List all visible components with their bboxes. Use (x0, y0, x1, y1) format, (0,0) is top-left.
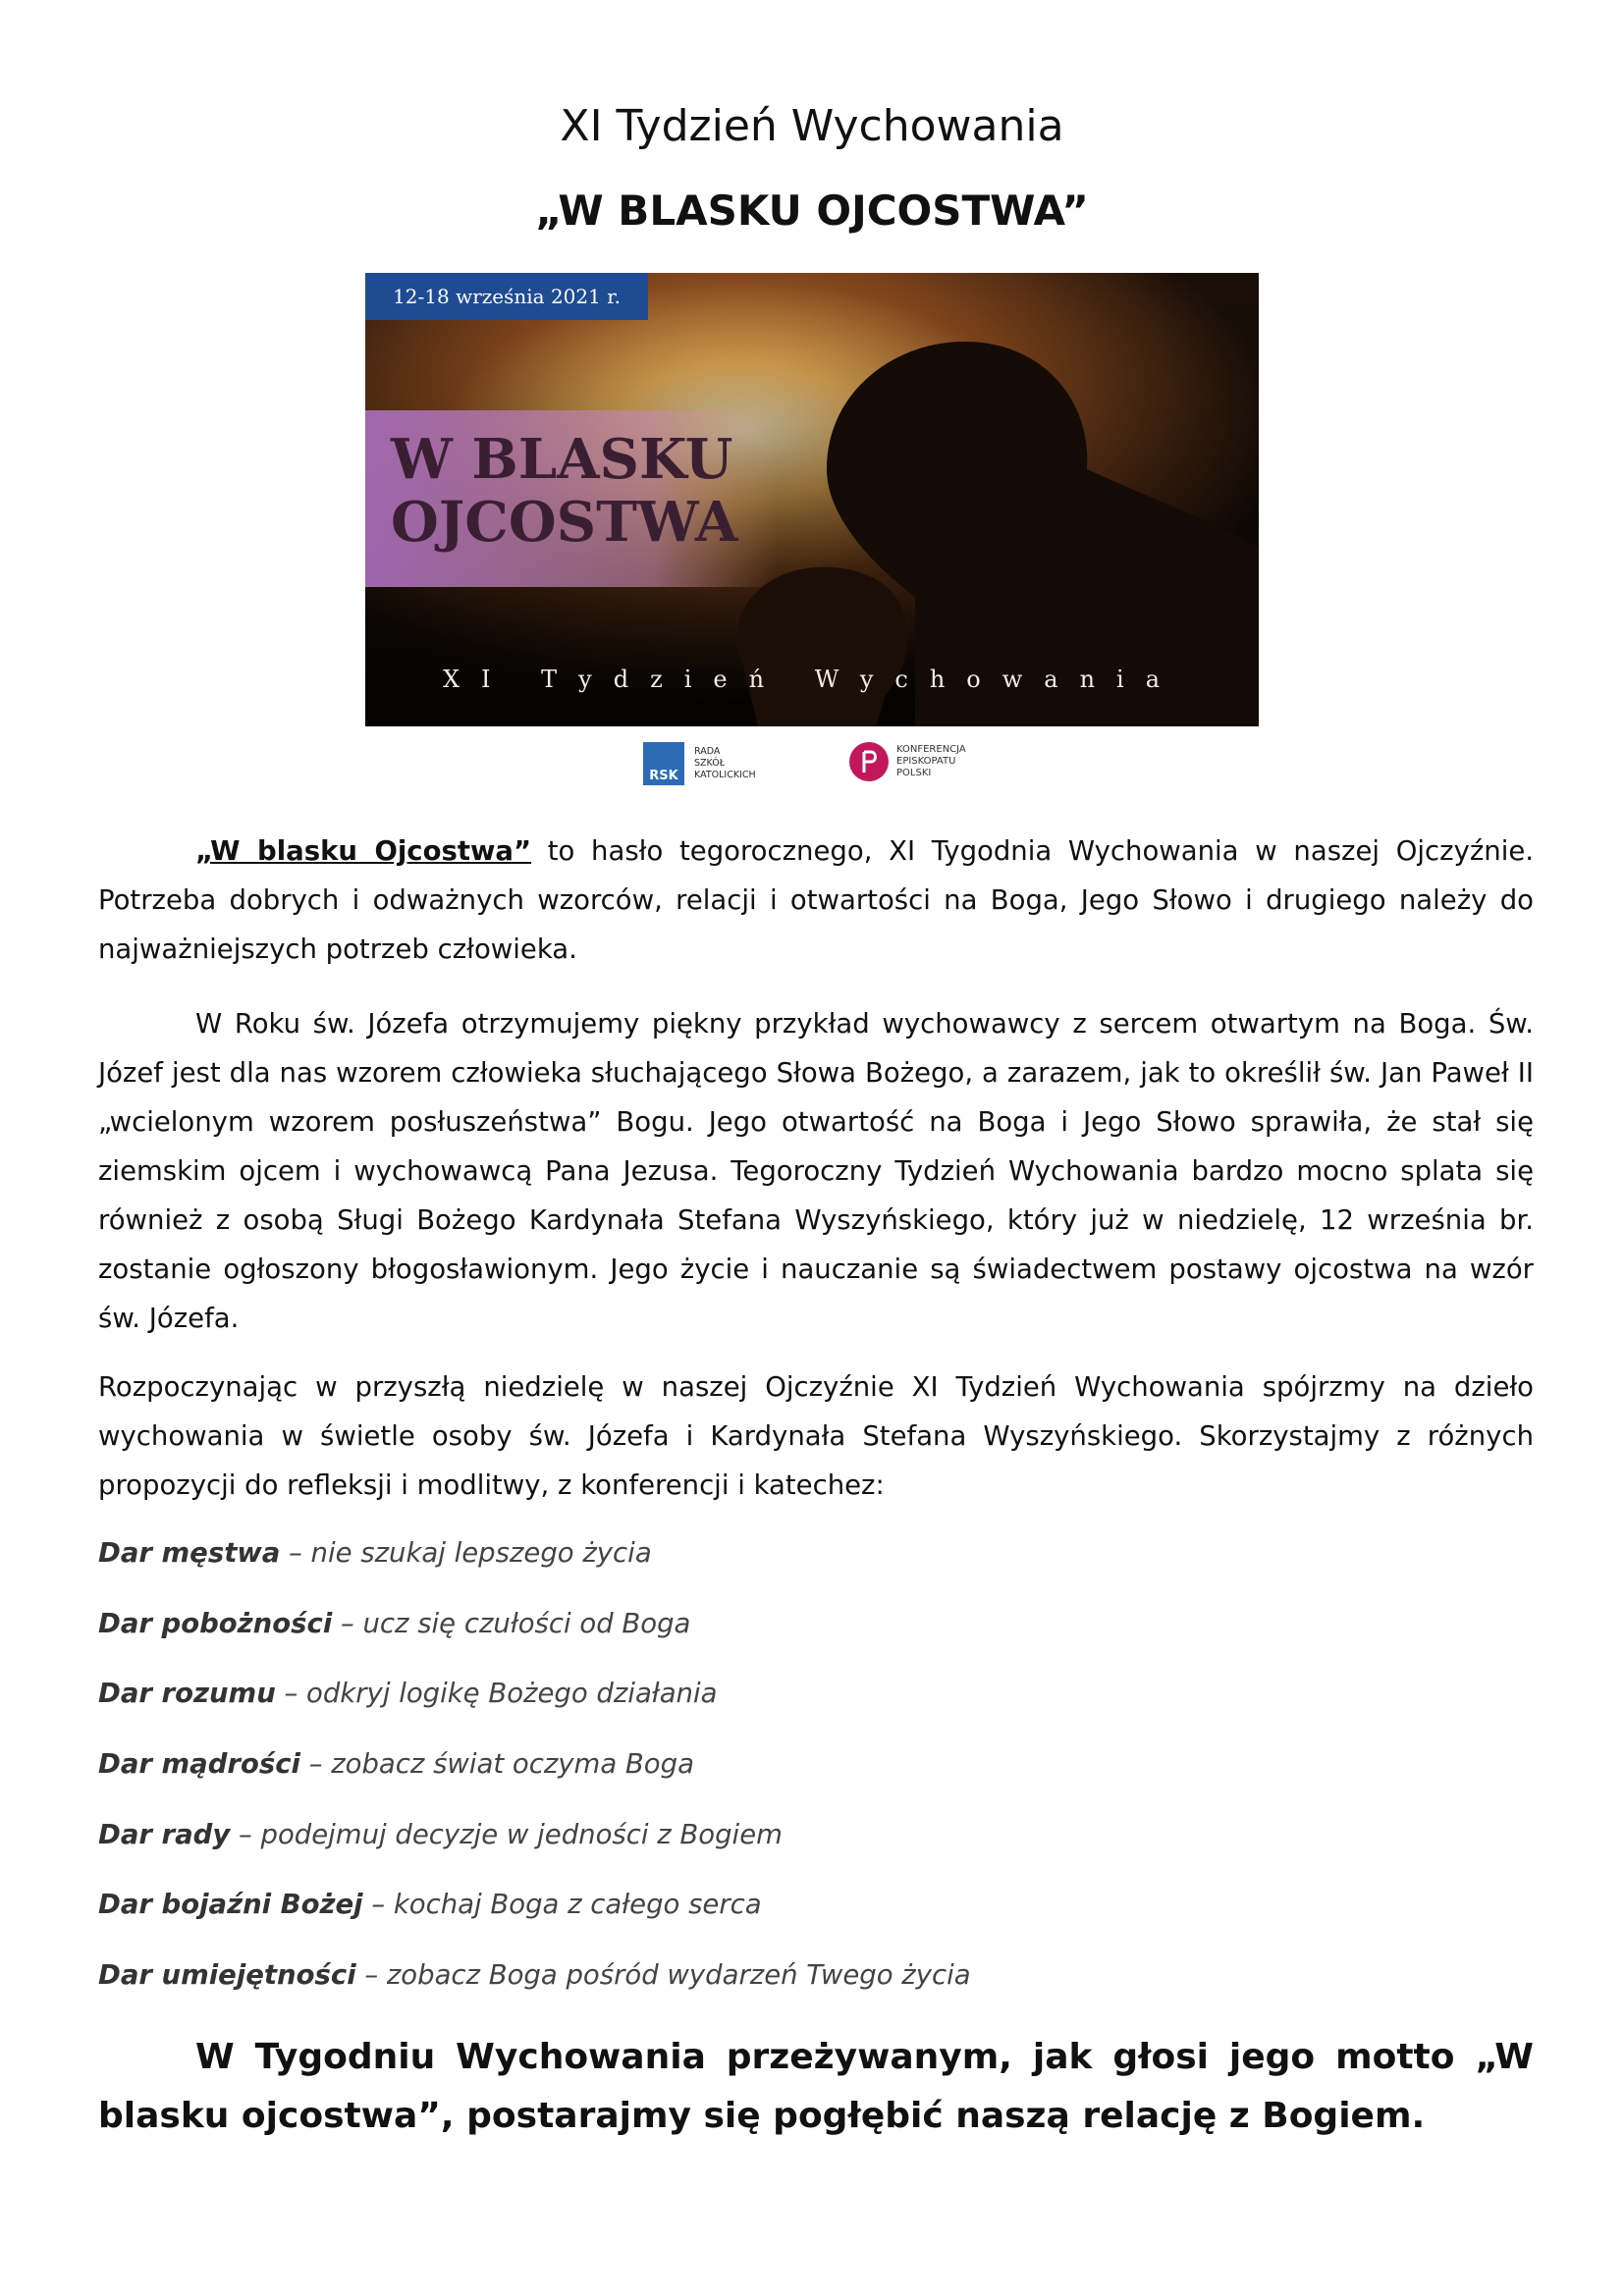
gift-desc: – zobacz Boga pośród wydarzeń Twego życia (355, 1959, 971, 1991)
banner-slogan-line1: W BLASKU (391, 427, 733, 492)
gift-name: Dar umiejętności (98, 1959, 356, 1991)
paragraph-1 (98, 827, 1534, 974)
rsk-logo-text: RADA SZKÓŁ KATOLICKICH (694, 746, 756, 780)
gift-name: Dar bojaźni Bożej (98, 1889, 363, 1920)
closing-statement: W Tygodniu Wychowania przeżywanym, jak głosi jego motto „W blasku ojcostwa”, postarajmy się pogłębić naszą relację z Bogiem. (98, 2037, 1534, 2136)
paragraph-1-slogan: „W blasku Ojcostwa” (195, 835, 532, 867)
banner-image (365, 273, 1259, 726)
gift-item (98, 1533, 652, 1573)
banner-slogan-line2: OJCOSTWA (391, 490, 738, 555)
gift-name: Dar męstwa (98, 1537, 281, 1569)
paragraph-3: Rozpoczynając w przyszłą niedzielę w naszej Ojczyźnie XI Tydzień Wychowania spójrzmy na dzieło wychowania w świetle osoby św. Józefa i Kardynała Stefana Wyszyńskiego. Skorzystajmy z różnych propozycji do refleksji i modlitwy, z konferencji i katechez: (98, 1371, 1534, 1501)
rsk-logo-mark: RSK (643, 742, 684, 785)
banner-bottom-text: XI Tydzień Wychowania (442, 666, 1182, 693)
page-subtitle: „W BLASKU OJCOSTWA” (535, 187, 1089, 235)
gift-item (98, 1674, 717, 1713)
gift-item (98, 1744, 694, 1784)
paragraph-1-text: to hasło tegorocznego, XI Tygodnia Wychowania w naszej Ojczyźnie. Potrzeba dobrych i odważnych wzorców, relacji i otwartości na Boga, Jego Słowo i drugiego należy do najważniejszych potrzeb człowieka. (98, 835, 1535, 965)
kep-logo (849, 742, 966, 781)
kep-logo-icon (849, 742, 889, 781)
gift-item (98, 1885, 762, 1924)
gift-item (98, 1955, 971, 1995)
banner-date-badge: 12-18 września 2021 r. (365, 273, 648, 320)
gift-name: Dar mądrości (98, 1748, 300, 1780)
gift-desc: – podejmuj decyzje w jedności z Bogiem (230, 1819, 783, 1850)
gift-desc: – odkryj logikę Bożego działania (275, 1678, 718, 1709)
gift-name: Dar pobożności (98, 1608, 333, 1639)
banner-slogan (391, 428, 738, 554)
kep-logo-text: KONFERENCJA EPISKOPATU POLSKI (896, 744, 966, 778)
gift-item (98, 1815, 783, 1854)
page-title: XI Tydzień Wychowania (560, 101, 1064, 151)
gift-desc: – kochaj Boga z całego serca (362, 1889, 762, 1920)
paragraph-2: W Roku św. Józefa otrzymujemy piękny przykład wychowawcy z sercem otwartym na Boga. Św. Józef jest dla nas wzorem człowieka słuchającego Słowa Bożego, a zarazem, jak to określił św. Jan Paweł II „wcielonym wzorem posłuszeństwa” Bogu. Jego otwartość na Boga i Jego Słowo sprawiła, że stał się ziemskim ojcem i wychowawcą Pana Jezusa. Tegoroczny Tydzień Wychowania bardzo mocno splata się również z osobą Sługi Bożego Kardynała Stefana Wyszyńskiego, który już w niedzielę, 12 września br. zostanie ogłoszony błogosławionym. Jego życie i nauczanie są świadectwem postawy ojcostwa na wzór św. Józefa. (98, 1008, 1534, 1334)
rsk-logo (643, 742, 756, 785)
gift-desc: – zobacz świat oczyma Boga (299, 1748, 694, 1780)
partner-logos (643, 738, 1016, 793)
gift-name: Dar rady (98, 1819, 231, 1850)
gift-desc: – nie szukaj lepszego życia (280, 1537, 652, 1569)
gift-item (98, 1604, 690, 1643)
gift-name: Dar rozumu (98, 1678, 276, 1709)
gift-desc: – ucz się czułości od Boga (332, 1608, 691, 1639)
